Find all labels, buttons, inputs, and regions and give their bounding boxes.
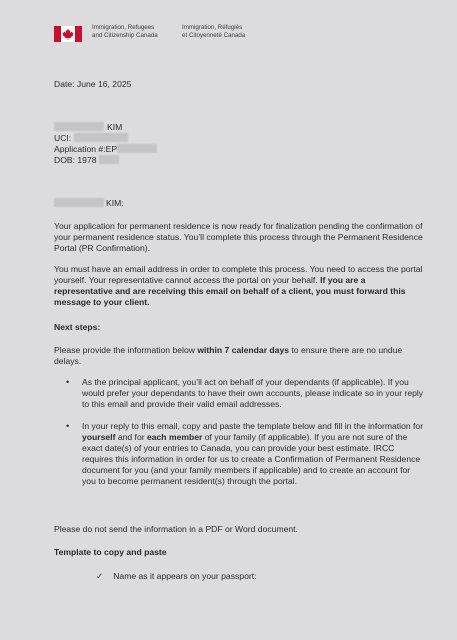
next-steps-heading: Next steps: [54, 322, 101, 332]
salutation: KIM: [54, 198, 424, 209]
canada-flag-icon [54, 26, 82, 42]
department-name-french: Immigration, Réfugiés et Citoyenneté Canada [182, 24, 246, 39]
checkmark-icon: ✓ [96, 571, 104, 581]
paragraph-intro: Your application for permanent residence is now ready for finalization pending the confirmation of your permanent residence status. You’ll complete this process through the Permanent Residence Portal (PR Confirmation). [54, 221, 423, 253]
redacted-text [54, 198, 104, 207]
paragraph-deadline: Please provide the information below within 7 calendar days to ensure there are no undue delays. [54, 345, 403, 366]
redacted-text [54, 122, 104, 131]
department-name-english: Immigration, Refugees and Citizenship Canada [92, 24, 158, 39]
letter-header [54, 24, 272, 42]
recipient-dob: DOB: 1978 [54, 155, 424, 166]
recipient-application: Application #:EP [54, 144, 424, 155]
watermark-logo [38, 58, 54, 74]
paragraph-email-requirement: You must have an email address in order to complete this process. You need to access the portal yourself. Your representative cannot access the portal on your behalf. If you are a representative and are receiving this email on behalf of a client, you must forward this message to your client. [54, 264, 423, 307]
redacted-text [117, 144, 157, 153]
instructions-list [54, 377, 424, 487]
letter-date: Date: June 16, 2025 [54, 79, 132, 89]
template-check-item: ✓ Name as it appears on your passport: [96, 571, 257, 581]
recipient-block [54, 122, 424, 166]
list-item: • As the principal applicant, you’ll act on behalf of your dependants (if applicable). If you would prefer your dependants to have their own accounts, please indicate so in your reply to this email and provide their valid email addresses. [54, 377, 424, 410]
redacted-text [74, 133, 128, 142]
list-item: • In your reply to this email, copy and paste the template below and fill in the information for yourself and for each member of your family (if applicable). If you are not sure of the exact date(s) of your entries to Canada, you can provide your best estimate. IRCC requires this information in order for us to create a Confirmation of Permanent Residence document for you (and your family members if applicable) and to create an account for you to become permanent resident(s) through the portal. [54, 421, 424, 487]
recipient-uci: UCI: [54, 133, 424, 144]
template-heading: Template to copy and paste [54, 547, 167, 557]
paragraph-format-note: Please do not send the information in a PDF or Word document. [54, 524, 298, 534]
recipient-name: KIM [54, 122, 424, 133]
redacted-text [99, 155, 119, 164]
